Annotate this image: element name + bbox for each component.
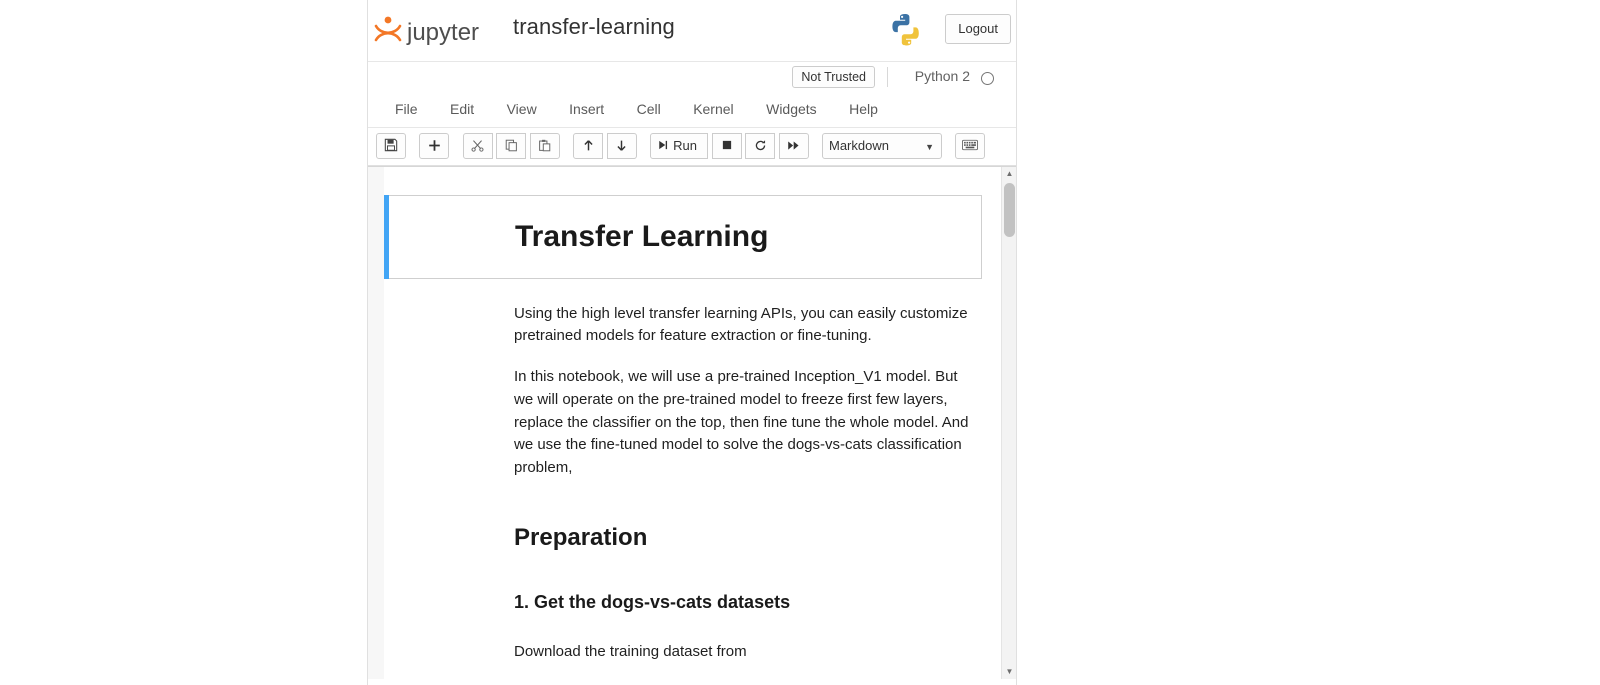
notebook-scroll-area — [368, 166, 1016, 679]
notebook-left-gutter — [368, 167, 384, 679]
status-divider — [887, 67, 888, 87]
heading-get-datasets: 1. Get the dogs-vs-cats datasets — [514, 592, 791, 613]
chevron-down-icon: ▼ — [925, 142, 934, 152]
menu-cell[interactable]: Cell — [636, 101, 661, 117]
spacer — [384, 279, 1000, 303]
menu-help[interactable]: Help — [849, 101, 878, 117]
selected-cell-indicator — [384, 195, 389, 279]
run-label: Run — [673, 138, 698, 153]
chevron-up-icon[interactable]: ▲ — [1005, 169, 1014, 178]
save-floppy-icon[interactable] — [376, 133, 406, 159]
trust-status-button[interactable]: Not Trusted — [792, 66, 875, 88]
cell-type-value: Markdown — [828, 138, 889, 153]
notebook-title[interactable]: transfer-learning — [513, 14, 675, 39]
kernel-name-label: Python 2 — [914, 68, 970, 84]
toolbar-group-clipboard — [463, 133, 560, 159]
python-logo-icon — [886, 10, 926, 50]
markdown-cell-title[interactable] — [384, 195, 982, 279]
spacer — [514, 613, 980, 641]
notebook-cells-container — [384, 167, 1000, 679]
menubar — [368, 95, 1016, 128]
keyboard-icon[interactable] — [955, 133, 985, 159]
logout-button[interactable]: Logout — [945, 14, 1011, 44]
menu-edit[interactable]: Edit — [450, 101, 475, 117]
spacer — [514, 480, 980, 524]
paragraph-intro: Using the high level transfer learning APIs, you can easily customize pretrained models for feature extraction or fine-tuning. — [514, 304, 968, 345]
spacer — [514, 552, 980, 592]
notebook-status-row — [368, 62, 1016, 95]
menu-file[interactable]: File — [395, 101, 418, 117]
markdown-cell-intro[interactable] — [384, 303, 1000, 664]
vertical-scrollbar[interactable] — [1001, 167, 1016, 679]
spacer — [514, 348, 980, 366]
copy-icon[interactable] — [496, 133, 526, 159]
scrollbar-thumb[interactable] — [1004, 183, 1015, 237]
toolbar-group-keyboard — [955, 133, 985, 159]
notebook-header — [368, 0, 1016, 62]
cell-inner — [385, 218, 981, 256]
svg-text:jupyter: jupyter — [407, 19, 480, 46]
arrow-down-icon[interactable] — [607, 133, 637, 159]
menu-insert[interactable]: Insert — [569, 101, 605, 117]
plus-icon[interactable] — [419, 133, 449, 159]
toolbar-group-move — [573, 133, 636, 159]
restart-circular-arrow-icon[interactable] — [745, 133, 775, 159]
toolbar-group-run — [650, 133, 808, 159]
arrow-up-icon[interactable] — [573, 133, 603, 159]
stop-square-icon[interactable] — [712, 133, 742, 159]
toolbar-group-add — [419, 133, 449, 159]
paste-icon[interactable] — [530, 133, 560, 159]
menu-view[interactable]: View — [506, 101, 537, 117]
toolbar — [368, 128, 1016, 166]
run-button[interactable] — [650, 133, 708, 159]
page-title: Transfer Learning — [515, 220, 769, 253]
cell-type-select[interactable] — [822, 133, 942, 159]
paragraph-download: Download the training dataset from — [514, 643, 747, 661]
menu-kernel[interactable]: Kernel — [693, 101, 734, 117]
kernel-idle-circle-icon[interactable] — [981, 72, 994, 85]
jupyter-logo-icon[interactable] — [373, 12, 503, 50]
heading-preparation: Preparation — [514, 524, 648, 552]
scissors-icon[interactable] — [463, 133, 493, 159]
menu-widgets[interactable]: Widgets — [766, 101, 817, 117]
paragraph-description: In this notebook, we will use a pre-trained Inception_V1 model. But we will operate on the pre-trained model to freeze first few layers, replace the classifier on the top, then fine tune the whole model. And we use the fine-tuned model to solve the dogs-vs-cats classification problem, — [514, 368, 969, 477]
page-right-blank — [1017, 0, 1600, 685]
toolbar-group-save — [376, 133, 406, 159]
chevron-down-icon[interactable]: ▼ — [1005, 667, 1014, 676]
page-left-blank — [0, 0, 367, 685]
fast-forward-icon[interactable] — [779, 133, 809, 159]
jupyter-notebook-window — [367, 0, 1017, 685]
